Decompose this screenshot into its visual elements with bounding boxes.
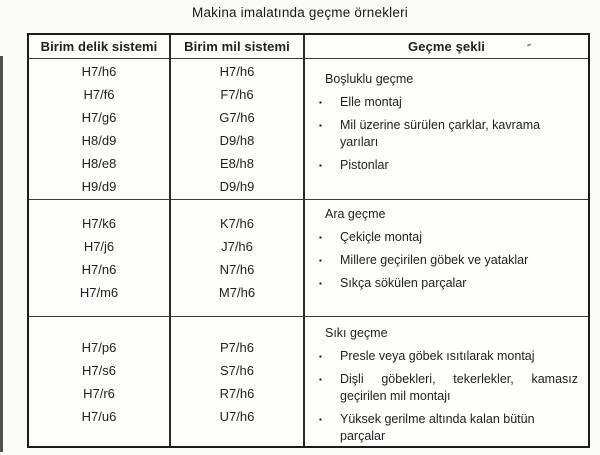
bullet-item xyxy=(319,275,580,292)
code-value: E8/h8 xyxy=(220,156,254,171)
code-value: H8/d9 xyxy=(81,133,117,148)
code-value: H7/m6 xyxy=(79,285,119,300)
code-value: D9/h9 xyxy=(219,179,255,194)
code-value: H7/f6 xyxy=(83,87,115,102)
group2-fit-description xyxy=(305,200,588,317)
fit-title: Ara geçme xyxy=(325,207,386,221)
bullet-item xyxy=(319,371,580,405)
page-title: Makina imalatında geçme örnekleri xyxy=(192,5,408,20)
header-cell-shaft-system xyxy=(171,35,305,59)
header-hole-label: Birim delik sistemi xyxy=(40,39,158,54)
group1-fit-description xyxy=(305,59,588,200)
header-cell-hole-system xyxy=(29,35,171,59)
code-value: H7/j6 xyxy=(83,239,115,254)
square-bullet-icon: ▪ xyxy=(319,233,322,242)
code-value: N7/h6 xyxy=(219,262,255,277)
code-value: K7/h6 xyxy=(220,216,254,231)
fits-table xyxy=(27,33,590,448)
code-value: H7/n6 xyxy=(81,262,117,277)
code-value: G7/h6 xyxy=(219,110,255,125)
square-bullet-icon: ▪ xyxy=(319,121,322,130)
square-bullet-icon: ▪ xyxy=(319,375,322,384)
bullet-text: Pistonlar xyxy=(340,158,389,172)
code-value: M7/h6 xyxy=(218,285,256,300)
square-bullet-icon: ▪ xyxy=(319,161,322,170)
scan-speck xyxy=(527,43,531,46)
bullet-text: Yüksek gerilme altında kalan bütün parçalar xyxy=(340,412,535,443)
bullet-item xyxy=(319,348,580,365)
bullet-item xyxy=(319,229,580,246)
square-bullet-icon: ▪ xyxy=(319,352,322,361)
code-value: R7/h6 xyxy=(219,385,255,401)
bullet-item xyxy=(319,411,580,445)
fit-title: Boşluklu geçme xyxy=(325,72,414,86)
group2-shaft-codes xyxy=(171,200,305,317)
header-cell-fit-type xyxy=(305,35,588,59)
code-value: S7/h6 xyxy=(220,362,254,378)
square-bullet-icon: ▪ xyxy=(319,256,322,265)
code-value: D9/h8 xyxy=(219,133,255,148)
bullet-text: Mil üzerine sürülen çarklar, kavrama yarıları xyxy=(340,118,541,149)
code-value: H7/h6 xyxy=(81,64,117,79)
code-value: J7/h6 xyxy=(221,239,253,254)
code-value: H7/u6 xyxy=(81,408,117,424)
header-shaft-label: Birim mil sistemi xyxy=(184,39,290,54)
code-value: H7/k6 xyxy=(82,216,116,231)
code-value: P7/h6 xyxy=(220,339,254,355)
code-value: H9/d9 xyxy=(81,179,117,194)
bullet-text: Presle veya göbek ısıtılarak montaj xyxy=(340,349,535,363)
bullet-text: Çekiçle montaj xyxy=(340,230,422,244)
bullet-text: Dişli göbekleri, tekerlekler, kamasız geçirilen mil montajı xyxy=(340,372,578,403)
bullet-text: Sıkça sökülen parçalar xyxy=(340,276,467,290)
bullet-text: Millere geçirilen göbek ve yataklar xyxy=(340,253,529,267)
square-bullet-icon: ▪ xyxy=(319,98,322,107)
group2-hole-codes xyxy=(29,200,171,317)
code-value: H7/s6 xyxy=(82,362,116,378)
square-bullet-icon: ▪ xyxy=(319,415,322,424)
code-value: H8/e8 xyxy=(81,156,117,171)
bullet-text: Elle montaj xyxy=(340,95,402,109)
group3-hole-codes xyxy=(29,317,171,446)
code-value: H7/g6 xyxy=(81,110,117,125)
square-bullet-icon: ▪ xyxy=(319,279,322,288)
bullet-item xyxy=(319,252,580,269)
group3-fit-description xyxy=(305,317,588,446)
fit-title: Sıkı geçme xyxy=(325,326,388,340)
code-value: H7/h6 xyxy=(219,64,255,79)
code-value: F7/h6 xyxy=(220,87,254,102)
group3-shaft-codes xyxy=(171,317,305,446)
code-value: U7/h6 xyxy=(219,408,255,424)
bullet-item xyxy=(319,94,580,111)
group1-shaft-codes xyxy=(171,59,305,200)
code-value: H7/p6 xyxy=(81,339,117,355)
bullet-item xyxy=(319,157,580,174)
group1-hole-codes xyxy=(29,59,171,200)
bullet-item xyxy=(319,117,580,151)
header-fit-label: Geçme şekli xyxy=(408,39,485,54)
code-value: H7/r6 xyxy=(83,385,115,401)
scan-edge-artifact xyxy=(0,56,3,452)
